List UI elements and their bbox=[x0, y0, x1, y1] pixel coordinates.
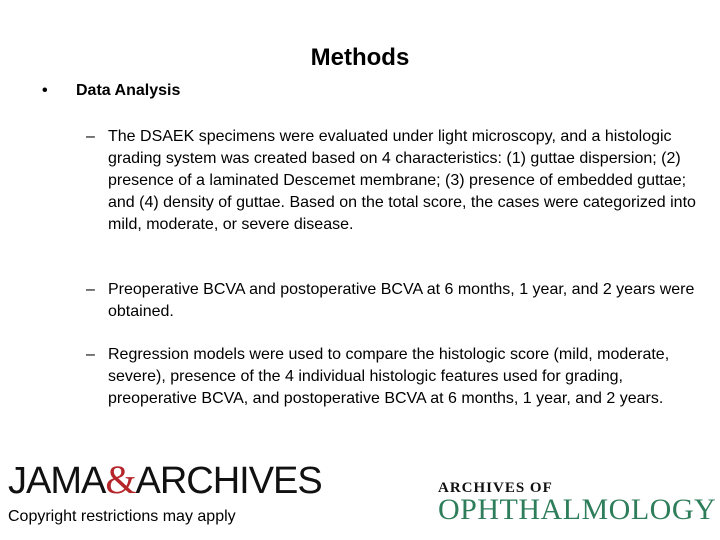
subpoint-specimens bbox=[86, 126, 696, 236]
subpoint-text: Regression models were used to compare the histologic score (mild, moderate, severe), presence of the 4 individual histologic features used for grading, preoperative BCVA, and postoperative BCVA at 6 months, 1 year, and 2 years. bbox=[108, 346, 670, 407]
jama-logo-right: ARCHIVES bbox=[135, 460, 322, 502]
bullet-data-analysis bbox=[42, 82, 180, 100]
subpoint-regression bbox=[86, 344, 696, 410]
jama-logo-amp: & bbox=[105, 457, 136, 502]
archives-ophthalmology-logo bbox=[438, 480, 717, 527]
journal-logo-big: OPHTHALMOLOGY bbox=[438, 493, 717, 526]
subpoint-bcva bbox=[86, 279, 696, 323]
bullet-label: Data Analysis bbox=[76, 82, 181, 99]
dash-symbol: – bbox=[86, 281, 95, 298]
jama-logo-left: JAMA bbox=[8, 460, 106, 502]
journal-logo-small: ARCHIVES OF bbox=[438, 480, 553, 496]
dash-symbol: – bbox=[86, 346, 95, 363]
bullet-symbol: • bbox=[42, 82, 48, 99]
subpoint-text: Preoperative BCVA and postoperative BCVA at 6 months, 1 year, and 2 years were obtained. bbox=[108, 281, 695, 320]
jama-archives-logo bbox=[8, 456, 322, 503]
copyright-notice: Copyright restrictions may apply bbox=[8, 508, 236, 525]
subpoint-text: The DSAEK specimens were evaluated under light microscopy, and a histologic grading system was created based on 4 characteristics: (1) guttae dispersion; (2) presence of a laminated Descemet membrane; (3) presence of embedded guttae; and (4) density of guttae. Based on the total score, the cases were categorized into mild, moderate, or severe disease. bbox=[108, 128, 696, 233]
dash-symbol: – bbox=[86, 128, 95, 145]
slide-title: Methods bbox=[310, 44, 410, 71]
